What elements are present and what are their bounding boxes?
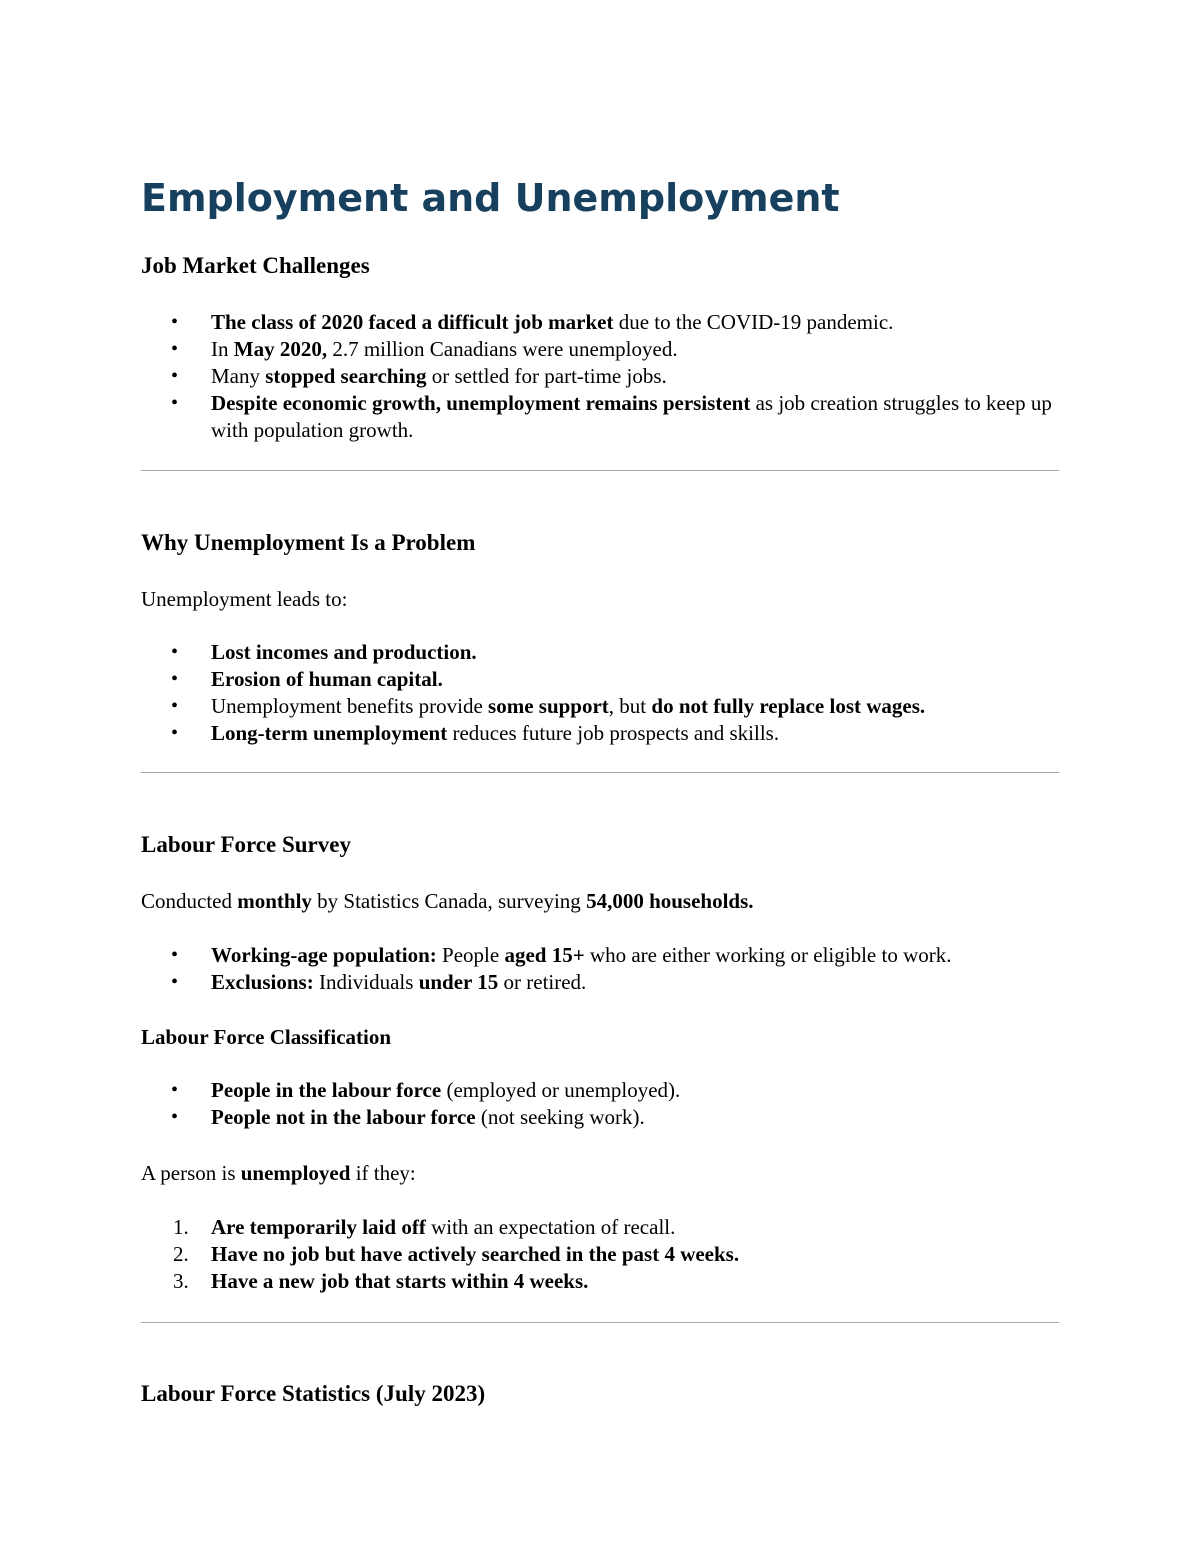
- bullet-icon: •: [171, 944, 179, 966]
- text: (not seeking work).: [475, 1105, 645, 1129]
- list-item: [141, 1214, 1059, 1241]
- subheading-classification: Labour Force Classification: [141, 1025, 392, 1049]
- text: (employed or unemployed).: [441, 1078, 681, 1102]
- unemployed-criteria-list: [141, 1214, 1059, 1295]
- list-item: [141, 336, 1059, 363]
- section-heading-why-problem: Why Unemployment Is a Problem: [141, 530, 476, 555]
- list-item: [141, 969, 1059, 996]
- text: with an expectation of recall.: [425, 1215, 676, 1239]
- bullet-icon: •: [171, 392, 179, 414]
- bullet-icon: •: [171, 1106, 179, 1128]
- bullet-icon: •: [171, 365, 179, 387]
- list-item: [141, 693, 1059, 720]
- bullet-icon: •: [171, 668, 179, 690]
- text: A person is: [141, 1161, 241, 1185]
- why-problem-intro: Unemployment leads to:: [141, 587, 348, 611]
- text: Individuals: [313, 970, 419, 994]
- list-item: [141, 309, 1059, 336]
- text: as job creation struggles to keep up with population growth.: [211, 391, 1052, 442]
- unemployed-intro: [141, 1159, 1059, 1187]
- survey-list: [141, 942, 1059, 996]
- text: Unemployment benefits provide: [211, 694, 489, 718]
- text: People: [436, 943, 505, 967]
- text: or settled for part-time jobs.: [426, 364, 667, 388]
- section-divider: [141, 1322, 1059, 1323]
- bullet-icon: •: [171, 338, 179, 360]
- section-divider: [141, 772, 1059, 773]
- section-heading-job-market: Job Market Challenges: [141, 253, 370, 278]
- list-item: [141, 1104, 1059, 1131]
- bullet-icon: •: [171, 641, 179, 663]
- list-item: [141, 1268, 1059, 1295]
- job-market-list: [141, 309, 1059, 444]
- section-heading-statistics: Labour Force Statistics (July 2023): [141, 1381, 486, 1406]
- bold-text: stopped searching: [265, 364, 427, 388]
- list-item: [141, 1077, 1059, 1104]
- list-number: 3.: [173, 1269, 189, 1293]
- section-divider: [141, 470, 1059, 471]
- bold-text: Despite economic growth, unemployment remains persistent: [211, 391, 751, 415]
- bold-text: Long-term unemployment: [211, 721, 448, 745]
- bold-text: Lost incomes and production.: [211, 640, 477, 664]
- bold-text: Exclusions:: [211, 970, 314, 994]
- text: Conducted: [141, 889, 238, 913]
- bold-text: May 2020,: [233, 337, 328, 361]
- survey-intro: [141, 887, 1059, 915]
- list-number: 2.: [173, 1242, 189, 1266]
- text: or retired.: [498, 970, 587, 994]
- bullet-icon: •: [171, 1079, 179, 1101]
- list-number: 1.: [173, 1215, 189, 1239]
- list-item: [141, 1241, 1059, 1268]
- bold-text: Working-age population:: [211, 943, 437, 967]
- bold-text: Have a new job that starts within 4 weeks.: [211, 1269, 589, 1293]
- classification-list: [141, 1077, 1059, 1131]
- bold-text: monthly: [237, 889, 312, 913]
- list-item: [141, 720, 1059, 747]
- document-title: Employment and Unemployment: [141, 176, 840, 220]
- text: reduces future job prospects and skills.: [447, 721, 780, 745]
- text: , but: [608, 694, 652, 718]
- list-item: [141, 639, 1059, 666]
- bold-text: People not in the labour force: [211, 1105, 476, 1129]
- text: due to the COVID-19 pandemic.: [613, 310, 894, 334]
- list-item: [141, 390, 1059, 444]
- text: 2.7 million Canadians were unemployed.: [327, 337, 678, 361]
- bold-text: 54,000 households.: [586, 889, 754, 913]
- text: Many: [211, 364, 266, 388]
- bold-text: do not fully replace lost wages.: [651, 694, 926, 718]
- bold-text: People in the labour force: [211, 1078, 442, 1102]
- bullet-icon: •: [171, 971, 179, 993]
- text: who are either working or eligible to work.: [584, 943, 952, 967]
- list-item: [141, 666, 1059, 693]
- text: if they:: [350, 1161, 416, 1185]
- bullet-icon: •: [171, 722, 179, 744]
- bold-text: Are temporarily laid off: [211, 1215, 426, 1239]
- list-item: [141, 363, 1059, 390]
- list-item: [141, 942, 1059, 969]
- bold-text: Have no job but have actively searched in the past 4 weeks.: [211, 1242, 740, 1266]
- bullet-icon: •: [171, 311, 179, 333]
- bold-text: The class of 2020 faced a difficult job market: [211, 310, 614, 334]
- bullet-icon: •: [171, 695, 179, 717]
- why-problem-list: [141, 639, 1059, 747]
- bold-text: unemployed: [240, 1161, 351, 1185]
- text: In: [211, 337, 234, 361]
- bold-text: Erosion of human capital.: [211, 667, 443, 691]
- bold-text: under 15: [418, 970, 499, 994]
- bold-text: some support: [488, 694, 609, 718]
- text: by Statistics Canada, surveying: [311, 889, 587, 913]
- section-heading-survey: Labour Force Survey: [141, 832, 351, 857]
- bold-text: aged 15+: [504, 943, 585, 967]
